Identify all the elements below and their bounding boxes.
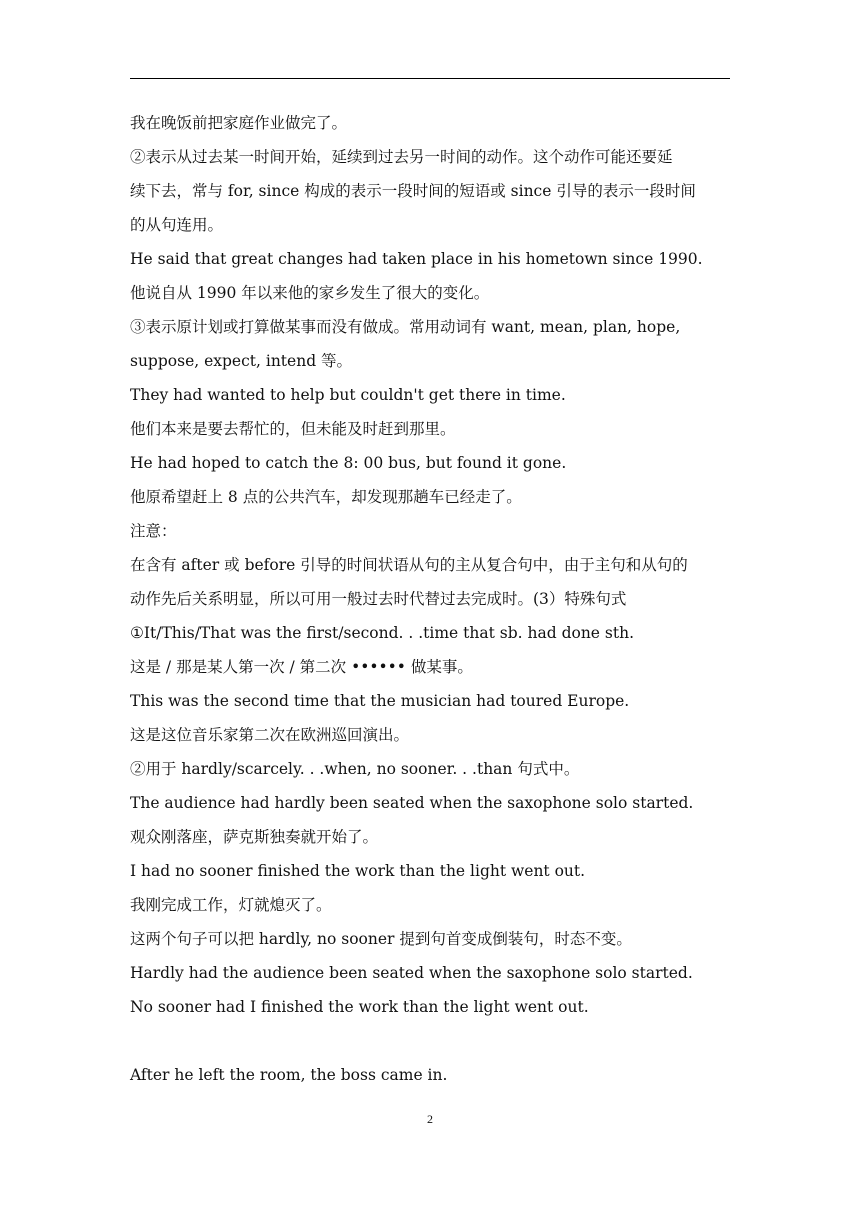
text-line: They had wanted to help but couldn't get there in time.: [130, 386, 566, 404]
text-line: suppose, expect, intend 等。: [130, 352, 353, 370]
text-line: No sooner had I finished the work than the light went out.: [130, 998, 589, 1016]
text-line: He had hoped to catch the 8: 00 bus, but found it gone.: [130, 454, 567, 472]
text-line: 这是这位音乐家第二次在欧洲巡回演出。: [130, 726, 410, 744]
text-line: 这两个句子可以把 hardly, no sooner 提到句首变成倒装句，时态不变。: [130, 930, 632, 948]
text-line: 我在晚饭前把家庭作业做完了。: [130, 114, 348, 132]
text-line: 我刚完成工作，灯就熄灭了。: [130, 896, 332, 914]
text-line: 这是 / 那是某人第一次 / 第二次 •••••• 做某事。: [130, 658, 473, 676]
text-line: After he left the room, the boss came in.: [130, 1066, 448, 1084]
text-line: 他原希望赶上 8 点的公共汽车，却发现那趟车已经走了。: [130, 488, 522, 506]
text-line: ①It/This/That was the first/second. . .time that sb. had done sth.: [130, 624, 634, 642]
text-line: 他们本来是要去帮忙的，但未能及时赶到那里。: [130, 420, 456, 438]
text-line: The audience had hardly been seated when the saxophone solo started.: [130, 794, 694, 812]
text-line: 续下去，常与 for, since 构成的表示一段时间的短语或 since 引导的表示一段时间: [130, 182, 696, 200]
blank-line: [130, 1024, 730, 1058]
document-body: [130, 106, 730, 1092]
header-rule: [130, 78, 730, 79]
text-line: ②用于 hardly/scarcely. . .when, no sooner. . .than 句式中。: [130, 760, 580, 778]
text-line: ③表示原计划或打算做某事而没有做成。常用动词有 want, mean, plan, hope,: [130, 318, 681, 336]
text-line: 的从句连用。: [130, 216, 224, 234]
text-line: 观众刚落座，萨克斯独奏就开始了。: [130, 828, 379, 846]
text-line: I had no sooner finished the work than the light went out.: [130, 862, 586, 880]
text-line: He said that great changes had taken place in his hometown since 1990.: [130, 250, 703, 268]
text-line: This was the second time that the musician had toured Europe.: [130, 692, 630, 710]
text-line: 在含有 after 或 before 引导的时间状语从句的主从复合句中，由于主句和从句的: [130, 556, 688, 574]
text-line: Hardly had the audience been seated when the saxophone solo started.: [130, 964, 693, 982]
text-line: 动作先后关系明显，所以可用一般过去时代替过去完成时。(3）特殊句式: [130, 590, 627, 608]
page-number: 2: [427, 1112, 433, 1126]
text-line: ②表示从过去某一时间开始，延续到过去另一时间的动作。这个动作可能还要延: [130, 148, 673, 166]
text-line: 注意：: [130, 522, 177, 540]
text-line: 他说自从 1990 年以来他的家乡发生了很大的变化。: [130, 284, 490, 302]
